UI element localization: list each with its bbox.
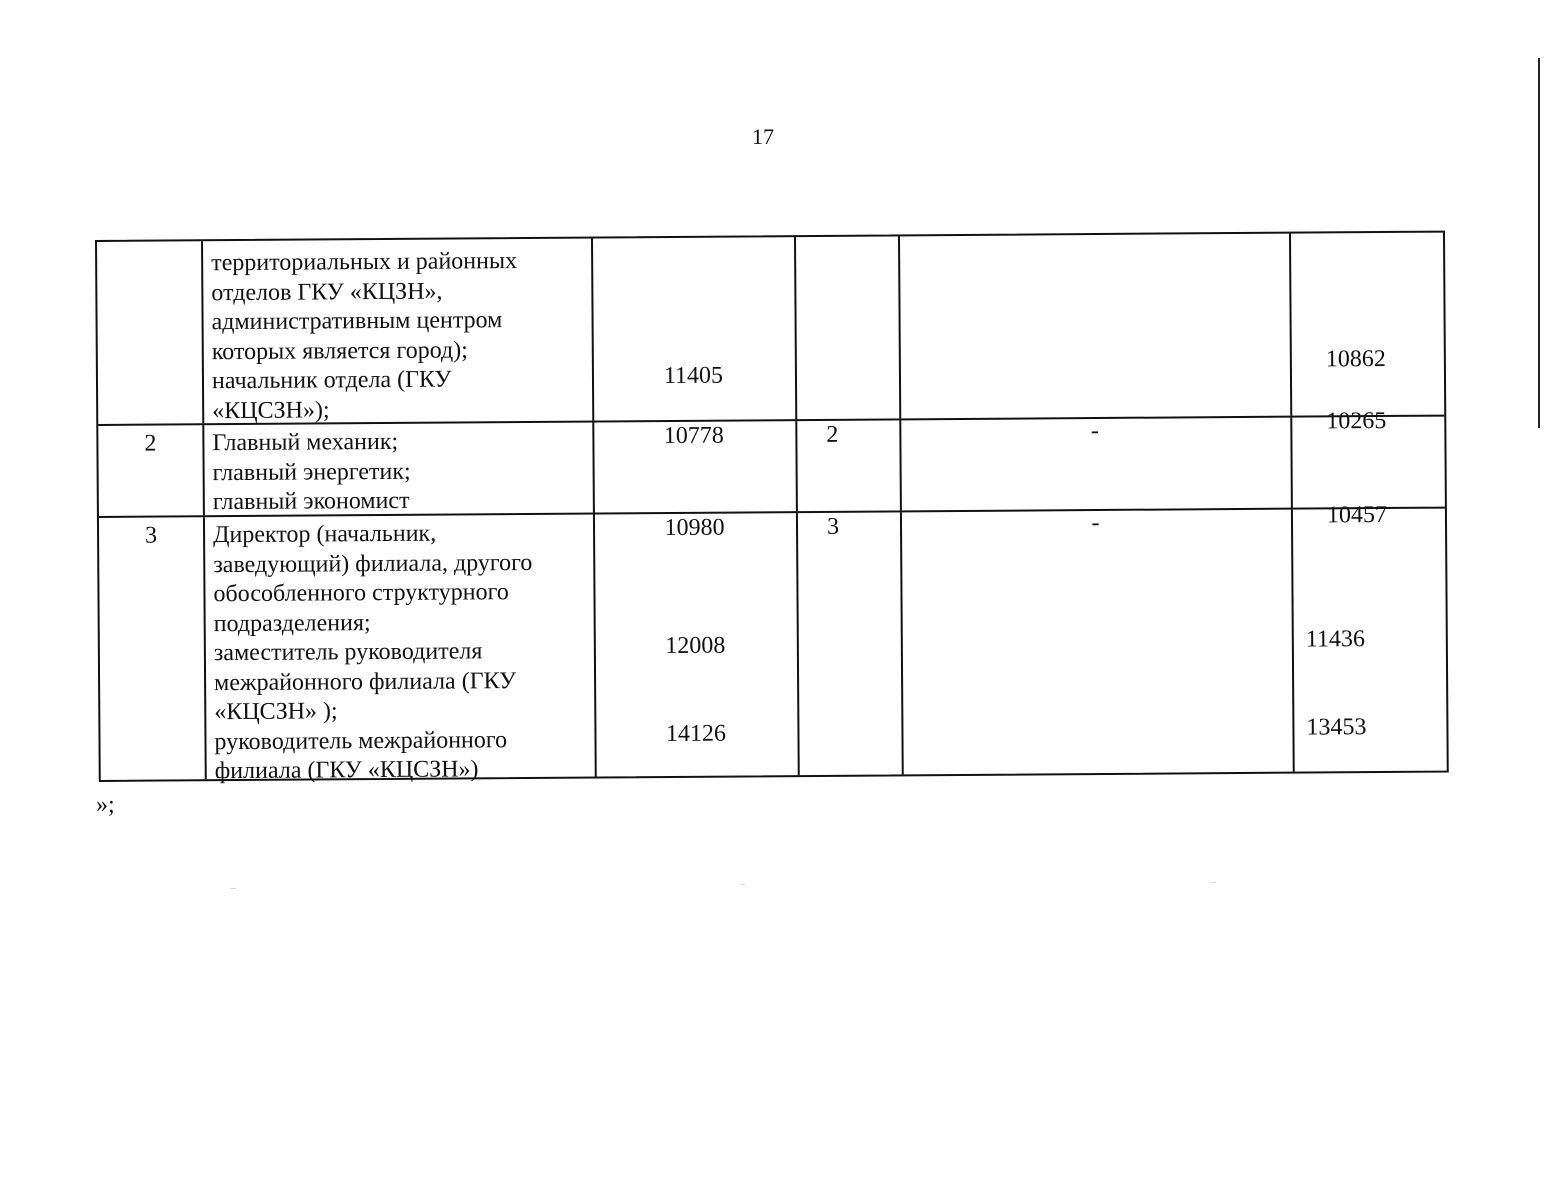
salary-value: 14126 xyxy=(665,720,727,748)
description-line: отделов ГКУ «КЦЗН», xyxy=(211,278,443,306)
salary-value: 10980 xyxy=(664,514,725,542)
column-divider xyxy=(201,241,204,423)
description-line: которых является город); xyxy=(211,336,468,365)
salary-table xyxy=(95,231,1449,785)
description-line: подразделения; xyxy=(213,609,371,637)
table-row xyxy=(97,233,1444,424)
column-divider xyxy=(900,512,904,774)
qualification-level: 2 xyxy=(826,421,839,448)
position-description xyxy=(211,247,587,427)
description-line: обособленного структурного xyxy=(213,579,509,608)
page-number: 17 xyxy=(752,124,774,149)
closing-quote: »; xyxy=(96,792,115,818)
column-divider xyxy=(898,236,901,418)
description-line: Главный механик; xyxy=(212,428,399,457)
position-description xyxy=(213,519,590,787)
note-dash: - xyxy=(1091,509,1100,537)
description-line: начальник отдела (ГКУ xyxy=(211,366,452,395)
column-divider xyxy=(794,237,797,419)
column-divider xyxy=(1289,234,1292,416)
description-line: «КЦСЗН»); xyxy=(212,396,330,424)
description-line: «КЦСЗН» ); xyxy=(214,698,338,726)
qualification-level: 3 xyxy=(826,513,840,540)
column-divider xyxy=(591,239,594,421)
description-line: главный экономист xyxy=(212,487,410,516)
salary-value: 12008 xyxy=(665,632,726,660)
salary-value: 10778 xyxy=(663,422,724,450)
description-line: Директор (начальник, xyxy=(212,520,437,549)
description-line: территориальных и районных xyxy=(211,248,518,277)
scan-speck xyxy=(740,884,745,885)
position-description xyxy=(212,427,588,518)
scan-speck xyxy=(1210,882,1216,883)
description-line: заместитель руководителя xyxy=(213,638,483,667)
description-line: межрайонного филиала (ГКУ xyxy=(214,667,517,696)
salary-value-alt: 10457 xyxy=(1326,501,1388,529)
salary-value: 11405 xyxy=(663,362,724,390)
row-number: 3 xyxy=(144,522,158,549)
row-number: 2 xyxy=(144,430,157,457)
description-line: главный энергетик; xyxy=(212,458,411,486)
column-divider xyxy=(202,425,205,515)
note-dash: - xyxy=(1090,417,1099,445)
salary-value-alt: 11436 xyxy=(1305,626,1366,653)
description-line: административным центром xyxy=(211,307,503,336)
description-line: филиала (ГКУ «КЦСЗН») xyxy=(214,756,479,785)
column-divider xyxy=(203,517,207,779)
salary-value-alt: 10265 xyxy=(1326,407,1387,435)
description-line: руководитель межрайонного xyxy=(214,726,508,755)
salary-value-alt: 10862 xyxy=(1325,345,1386,373)
salary-value-alt: 13453 xyxy=(1306,714,1367,741)
description-line: заведующий) филиала, другого xyxy=(213,549,533,578)
scan-speck xyxy=(230,888,236,889)
scan-edge-line xyxy=(1538,58,1540,428)
